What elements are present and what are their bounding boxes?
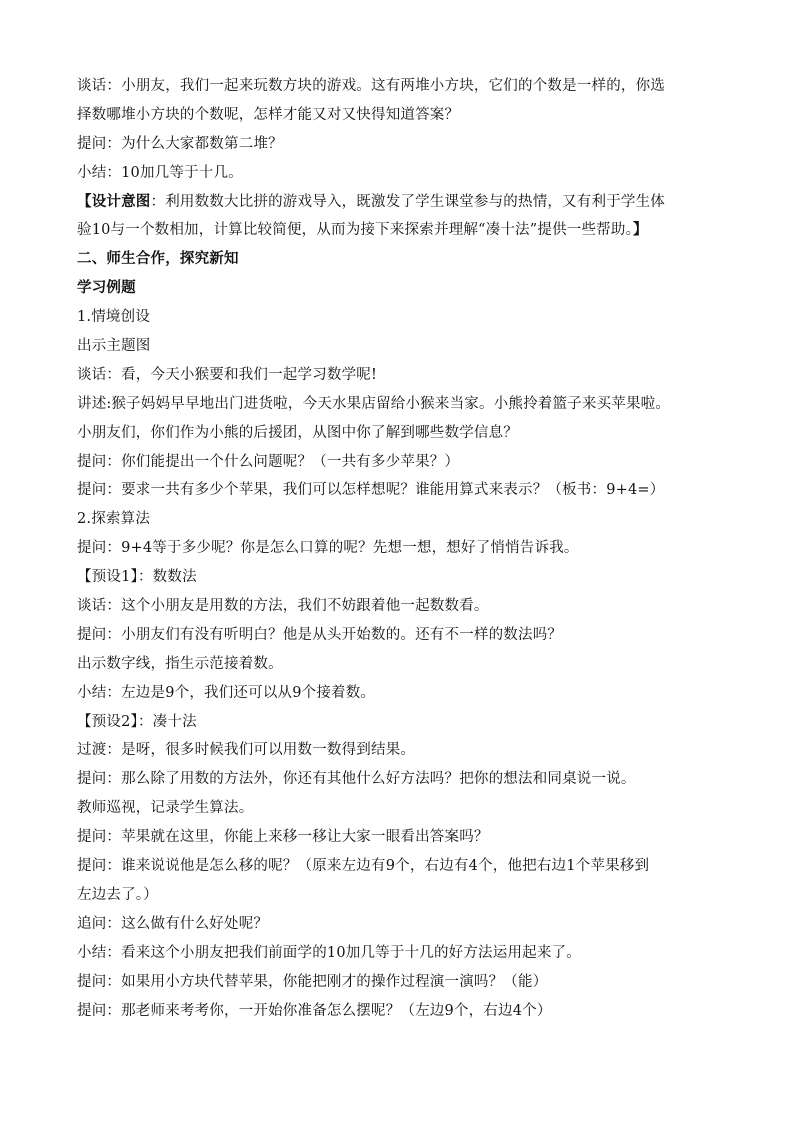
paragraph-line: 出示数字线，指生示范接着数。	[77, 655, 283, 672]
paragraph-line: 谈话：小朋友，我们一起来玩数方块的游戏。这有两堆小方块，它们的个数是一样的，你选	[77, 78, 665, 94]
paragraph-line: 左边去了。）	[77, 886, 158, 903]
paragraph-line: 出示主题图	[77, 338, 151, 355]
paragraph-line: 提问：你们能提出一个什么问题呢？（一共有多少苹果？）	[77, 453, 460, 470]
paragraph-line: 过渡：是呀，很多时候我们可以用数一数得到结果。	[77, 742, 416, 759]
design-intent-text: 验10与一个数相加，计算比较简便，从而为接下来探索并理解“凑十法”提供一些帮助。	[77, 222, 634, 239]
subsection-heading: 学习例题	[77, 279, 136, 297]
paragraph-line: 1.情境创设	[77, 309, 151, 326]
paragraph-line: 小结：10加几等于十几。	[77, 164, 243, 181]
paragraph-line: 谈话：看，今天小猴要和我们一起学习数学呢!	[77, 366, 378, 383]
document-page	[77, 72, 727, 1025]
paragraph-line: 追问：这么做有什么好处呢？	[77, 915, 269, 932]
paragraph-line: 提问：谁来说说他是怎么移的呢？（原来左边有9个，右边有4个，他把右边1个苹果移到	[77, 858, 650, 875]
paragraph-line: 提问：要求一共有多少个苹果，我们可以怎样想呢？谁能用算式来表示？（板书：9+4=）	[77, 482, 665, 499]
paragraph-line: 【预设2】：凑十法	[77, 713, 197, 730]
paragraph-line: 小结：看来这个小朋友把我们前面学的10加几等于十几的好方法运用起来了。	[77, 944, 581, 961]
paragraph-line: 提问：那老师来考考你，一开始你准备怎么摆呢？（左边9个，右边4个）	[77, 1002, 552, 1019]
paragraph-line: 提问：那么除了用数的方法外，你还有其他什么好方法吗？把你的想法和同桌说一说。	[77, 771, 636, 788]
paragraph-line: 提问：小朋友们有没有听明白？他是从头开始数的。还有不一样的数法吗？	[77, 626, 563, 643]
paragraph-line: 小朋友们，你们作为小熊的后援团，从图中你了解到哪些数学信息？	[77, 424, 518, 441]
paragraph-line: 讲述:猴子妈妈早早地出门进货啦，今天水果店留给小猴来当家。小熊拎着篮子来买苹果啦。	[77, 395, 671, 412]
design-intent-line	[77, 188, 727, 217]
design-intent-label: 【设计意图	[77, 192, 151, 210]
paragraph-line: 教师巡视，记录学生算法。	[77, 800, 254, 817]
section-heading: 二、师生合作，探究新知	[77, 250, 239, 268]
paragraph-line: 择数哪堆小方块的个数呢，怎样才能又对又快得知道答案？	[77, 106, 460, 123]
paragraph-line: 谈话：这个小朋友是用数的方法，我们不妨跟着他一起数数看。	[77, 598, 489, 615]
paragraph-line: 提问：苹果就在这里，你能上来移一移让大家一眼看出答案吗？	[77, 829, 489, 846]
design-intent-close: 】	[633, 221, 648, 239]
paragraph-line: 提问：如果用小方块代替苹果，你能把刚才的操作过程演一演吗？（能）	[77, 973, 548, 990]
paragraph-line: 2.探索算法	[77, 511, 151, 528]
paragraph-line: 提问：9+4等于多少呢？你是怎么口算的呢？先想一想，想好了悄悄告诉我。	[77, 540, 579, 557]
paragraph-line: 【预设1】：数数法	[77, 569, 197, 586]
paragraph-line: 小结：左边是9个，我们还可以从9个接着数。	[77, 684, 376, 701]
paragraph-line: 提问：为什么大家都数第二堆？	[77, 135, 283, 152]
design-intent-line	[77, 216, 727, 245]
design-intent-text: ：利用数数大比拼的游戏导入，既激发了学生课堂参与的热情，又有利于学生体	[150, 193, 665, 210]
